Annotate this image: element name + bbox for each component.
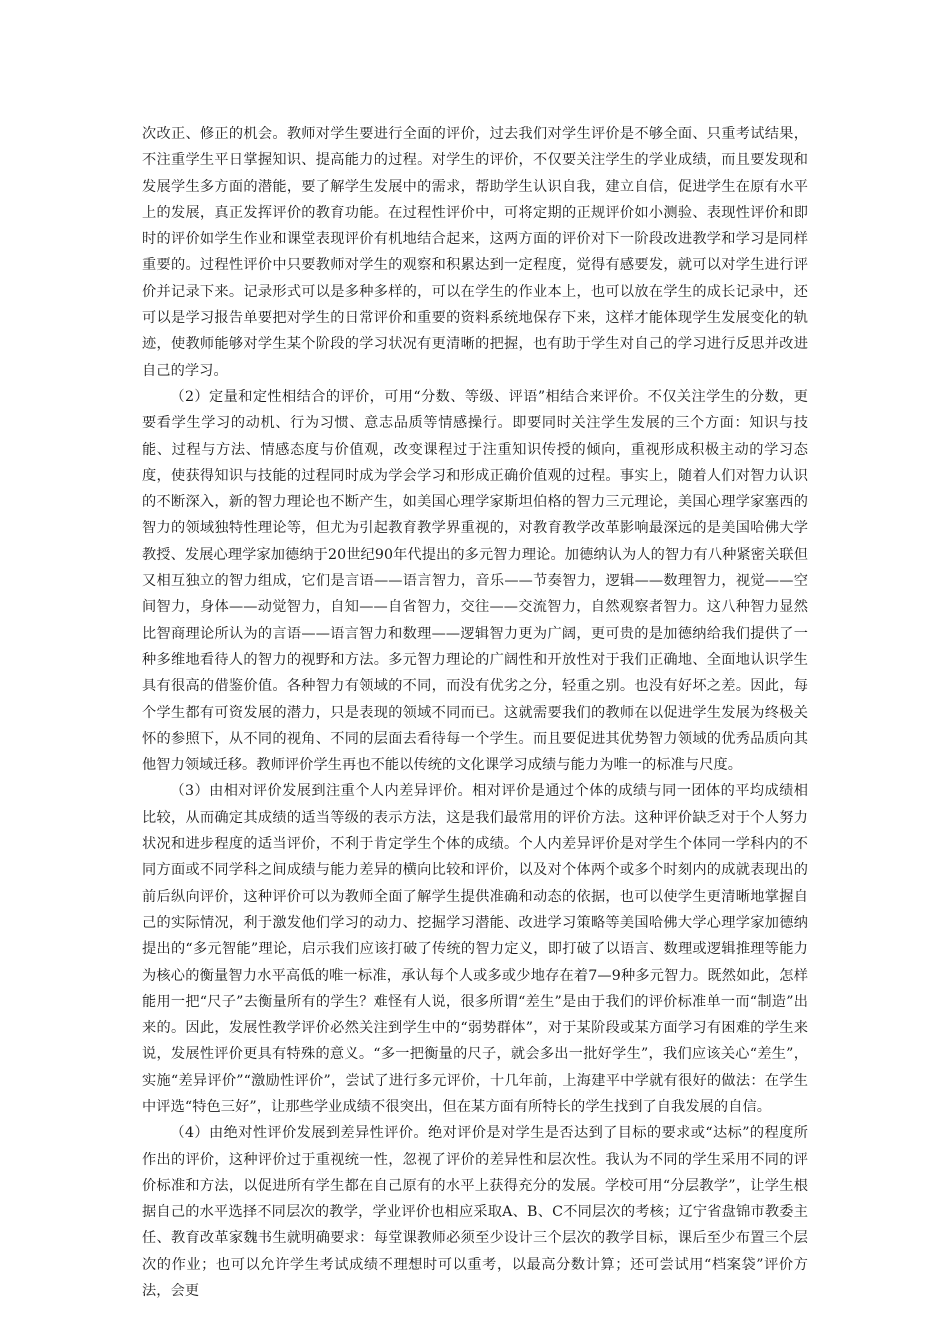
paragraph-differential-evaluation: （4）由绝对性评价发展到差异性评价。绝对评价是对学生是否达到了目标的要求或“达标”的程度所作出的评价，这种评价过于重视统一性，忽视了评价的差异性和层次性。我认为不同的学生采用不同的评价标准和方法，以促进所有学生都在自己原有的水平上获得充分的发展。学校可用“分层教学”，让学生根据自己的水平选择不同层次的教学，学业评价也相应采取A、B、C不同层次的考核；辽宁省盘锦市教委主任、教育改革家魏书生就明确要求：每堂课教师必须至少设计三个层次的教学目标，课后至少布置三个层次的作业；也可以允许学生考试成绩不理想时可以重考，以最高分数计算；还可尝试用“档案袋”评价方法，会更 [142, 1125, 808, 1300]
document-body [142, 121, 808, 1304]
paragraph-individual-difference: （3）由相对评价发展到注重个人内差异评价。相对评价是通过个体的成绩与同一团体的平均成绩相比较，从而确定其成绩的适当等级的表示方法，这是我们最常用的评价方法。这种评价缺乏对于个人努力状况和进步程度的适当评价，不利于肯定学生个体的成绩。个人内差异评价是对学生个体同一学科内的不同方面或不同学科之间成绩与能力差异的横向比较和评价，以及对个体两个或多个时刻内的成就表现出的前后纵向评价，这种评价可以为教师全面了解学生提供准确和动态的依据，也可以使学生更清晰地掌握自己的实际情况，利于激发他们学习的动力、挖掘学习潜能、改进学习策略等美国哈佛大学心理学家加德纳提出的“多元智能”理论，启示我们应该打破了传统的智力定义，即打破了以语言、数理或逻辑推理等能力为核心的衡量智力水平高低的唯一标准，承认每个人或多或少地存在着7—9种多元智力。既然如此，怎样能用一把“尺子”去衡量所有的学生？难怪有人说，很多所谓“差生”是由于我们的评价标准单一而“制造”出来的。因此，发展性教学评价必然关注到学生中的“弱势群体”，对于某阶段或某方面学习有困难的学生来说，发展性评价更具有特殊的意义。“多一把衡量的尺子，就会多出一批好学生”，我们应该关心“差生”，实施“差异评价”“激励性评价”，尝试了进行多元评价，十几年前，上海建平中学就有很好的做法：在学生中评选“特色三好”，让那些学业成绩不很突出，但在某方面有所特长的学生找到了自我发展的自信。 [142, 783, 808, 1115]
paragraph-continuation: 次改正、修正的机会。教师对学生要进行全面的评价，过去我们对学生评价是不够全面、只重考试结果，不注重学生平日掌握知识、提高能力的过程。对学生的评价，不仅要关注学生的学业成绩，而且要发现和发展学生多方面的潜能，要了解学生发展中的需求，帮助学生认识自我，建立自信，促进学生在原有水平上的发展，真正发挥评价的教育功能。在过程性评价中，可将定期的正规评价如小测验、表现性评价和即时的评价如学生作业和课堂表现评价有机地结合起来，这两方面的评价对下一阶段改进教学和学习是同样重要的。过程性评价中只要教师对学生的观察和积累达到一定程度，觉得有感要发，就可以对学生进行评价并记录下来。记录形式可以是多种多样的，可以在学生的作业本上，也可以放在学生的成长记录中，还可以是学习报告单要把对学生的日常评价和重要的资料系统地保存下来，这样才能体现学生发展变化的轨迹，使教师能够对学生某个阶段的学习状况有更清晰的把握，也有助于学生对自己的学习进行反思并改进自己的学习。 [142, 126, 808, 379]
paragraph-quantitative-qualitative: （2）定量和定性相结合的评价，可用“分数、等级、评语”相结合来评价。不仅关注学生的分数，更要看学生学习的动机、行为习惯、意志品质等情感操行。即要同时关注学生发展的三个方面：知识与技能、过程与方法、情感态度与价值观，改变课程过于注重知识传授的倾向，重视形成积极主动的学习态度，使获得知识与技能的过程同时成为学会学习和形成正确价值观的过程。事实上，随着人们对智力认识的不断深入，新的智力理论也不断产生，如美国心理学家斯坦伯格的智力三元理论，美国心理学家塞西的智力的领域独特性理论等，但尤为引起教育教学界重视的，对教育教学改革影响最深远的是美国哈佛大学教授、发展心理学家加德纳于20世纪90年代提出的多元智力理论。加德纳认为人的智力有八种紧密关联但又相互独立的智力组成，它们是言语——语言智力，音乐——节奏智力，逻辑——数理智力，视觉——空间智力，身体——动觉智力，自知——自省智力，交往——交流智力，自然观察者智力。这八种智力显然比智商理论所认为的言语——语言智力和数理——逻辑智力更为广阔，更可贵的是加德纳给我们提供了一种多维地看待人的智力的视野和方法。多元智力理论的广阔性和开放性对于我们正确地、全面地认识学生具有很高的借鉴价值。各种智力有领域的不同，而没有优劣之分，轻重之别。也没有好坏之差。因此，每个学生都有可资发展的潜力，只是表现的领域不同而已。这就需要我们的教师在以促进学生发展为终极关怀的参照下，从不同的视角、不同的层面去看待每一个学生。而且要促进其优势智力领域的优秀品质向其他智力领域迁移。教师评价学生再也不能以传统的文化课学习成绩与能力为唯一的标准与尺度。 [142, 388, 808, 774]
